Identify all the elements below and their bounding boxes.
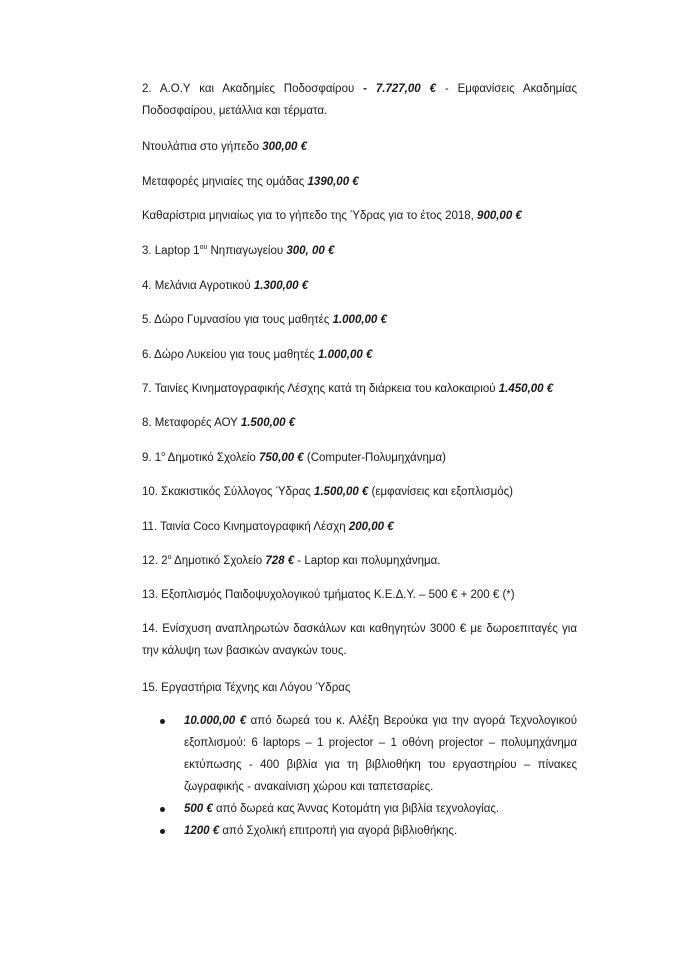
item-9-primary-school-1 bbox=[142, 447, 577, 469]
item-text: Μεταφορές μηνιαίες της ομάδας bbox=[142, 176, 308, 188]
item-text: Καθαρίστρια μηνιαίως για το γήπεδο της Ύδρας για το έτος 2018, bbox=[142, 210, 478, 222]
item-text: 12. 2 bbox=[142, 555, 168, 567]
item-text: 10. Σκακιστικός Σύλλογος Ύδρας bbox=[142, 486, 314, 498]
ordinal-superscript: ου bbox=[199, 244, 208, 252]
item-text: (Computer-Πολυμηχάνημα) bbox=[303, 452, 446, 464]
item-text: 2. Α.Ο.Υ και Ακαδημίες Ποδοσφαίρου bbox=[142, 83, 364, 95]
item-text: 5. Δώρο Γυμνασίου για τους μαθητές bbox=[142, 314, 333, 326]
item-text: 14. Ενίσχυση αναπληρωτών δασκάλων και καθηγητών 3000 € με δωροεπιταγές για την κάλυψη των βασικών αναγκών τους. bbox=[142, 623, 577, 657]
bullet-item bbox=[184, 710, 577, 798]
item-7-film-club bbox=[142, 378, 577, 400]
item-text: 13. Εξοπλισμός Παιδοψυχολογικού τμήματος Κ.Ε.Δ.Υ. – 500 € + 200 € (*) bbox=[142, 589, 515, 601]
ordinal-superscript: ο bbox=[167, 554, 172, 562]
item-cleaner bbox=[142, 205, 577, 227]
item-15-art-workshops bbox=[142, 677, 577, 699]
item-text: Δημοτικό Σχολείο bbox=[165, 452, 259, 464]
item-6-lyceum-gift bbox=[142, 344, 577, 366]
item-10-chess-club bbox=[142, 481, 577, 503]
item-amount: 300,00 € bbox=[262, 141, 307, 153]
bullet-amount: 500 € bbox=[184, 803, 213, 815]
bullet-icon bbox=[160, 719, 165, 724]
item-4-ink bbox=[142, 275, 577, 297]
item-monthly-transport bbox=[142, 171, 577, 193]
item-amount: 200,00 € bbox=[348, 521, 394, 533]
bullet-icon bbox=[160, 829, 165, 834]
bullet-text: από Σχολική επιτροπή για αγορά βιβλιοθήκης. bbox=[219, 825, 458, 837]
item-text: 4. Μελάνια Αγροτικού bbox=[142, 280, 254, 292]
item-2-aoy-academies bbox=[142, 78, 577, 122]
item-text: 6. Δώρο Λυκείου για τους μαθητές bbox=[142, 349, 319, 361]
item-13-child-psych-equipment bbox=[142, 584, 577, 606]
item-amount: 1.450,00 € bbox=[498, 383, 554, 395]
bullet-text: από δωρεά του κ. Αλέξη Βερούκα για την αγορά Τεχνολογικού εξοπλισμού: 6 laptops – 1 projector – 1 οθόνη projector – πολυμηχάνημα εκτύπωσης - 400 βιβλία για τη βιβλιοθήκη του εργαστηρίου – πίνακες ζωγραφικής - ανακαίνιση χώρου και ταπετσαρίες. bbox=[184, 715, 577, 793]
item-text: 11. Ταινία Coco Κινηματογραφική Λέσχη bbox=[142, 521, 349, 533]
bullet-amount: 10.000,00 € bbox=[184, 715, 247, 727]
bullet-item bbox=[184, 820, 577, 842]
item-amount: 1.500,00 € bbox=[240, 417, 296, 429]
item-8-aoy-transport bbox=[142, 412, 577, 434]
item-amount: 300, 00 € bbox=[286, 245, 335, 257]
item-amount: 1.300,00 € bbox=[253, 280, 309, 292]
bullet-text: από δωρεά κας Άννας Κοτομάτη για βιβλία τεχνολογίας. bbox=[212, 803, 500, 815]
item-amount: 750,00 € bbox=[258, 452, 304, 464]
item-amount: 900,00 € bbox=[477, 210, 522, 222]
bullet-icon bbox=[160, 807, 165, 812]
item-text: - Εμφανίσεις Ακαδημίας Ποδοσφαίρου, μετάλλια και τέρματα. bbox=[142, 83, 577, 117]
item-text: (εμφανίσεις και εξοπλισμός) bbox=[368, 486, 513, 498]
item-text: 8. Μεταφορές ΑΟΥ bbox=[142, 417, 241, 429]
bullet-amount: 1200 € bbox=[184, 825, 220, 837]
item-amount: 1.500,00 € bbox=[313, 486, 369, 498]
item-text: Δημοτικό Σχολείο bbox=[171, 555, 266, 567]
item-text: Ντουλάπια στο γήπεδο bbox=[142, 141, 263, 153]
item-amount: 728 € bbox=[265, 555, 295, 567]
item-amount: 1390,00 € bbox=[307, 176, 359, 188]
item-amount: 1.000,00 € bbox=[318, 349, 373, 361]
workshop-funding-list bbox=[184, 710, 577, 842]
item-amount: - 7.727,00 € bbox=[363, 83, 436, 95]
item-text: 7. Ταινίες Κινηματογραφικής Λέσχης κατά τη διάρκεια του καλοκαιριού bbox=[142, 383, 499, 395]
item-3-laptop bbox=[142, 240, 577, 262]
item-12-primary-school-2 bbox=[142, 550, 577, 572]
bullet-item bbox=[184, 798, 577, 820]
item-lockers bbox=[142, 136, 577, 158]
item-amount: 1.000,00 € bbox=[332, 314, 387, 326]
item-text: Νηπιαγωγείου bbox=[207, 245, 287, 257]
item-text: - Laptop και πολυμηχάνημα. bbox=[294, 555, 441, 567]
item-11-coco-film bbox=[142, 516, 577, 538]
item-14-substitute-teachers bbox=[142, 618, 577, 662]
item-5-gymnasium-gift bbox=[142, 309, 577, 331]
item-text: 3. Laptop 1 bbox=[142, 245, 200, 257]
item-text: 9. 1 bbox=[142, 452, 162, 464]
ordinal-superscript: ο bbox=[161, 451, 166, 459]
item-text: 15. Εργαστήρια Τέχνης και Λόγου Ύδρας bbox=[142, 682, 351, 694]
